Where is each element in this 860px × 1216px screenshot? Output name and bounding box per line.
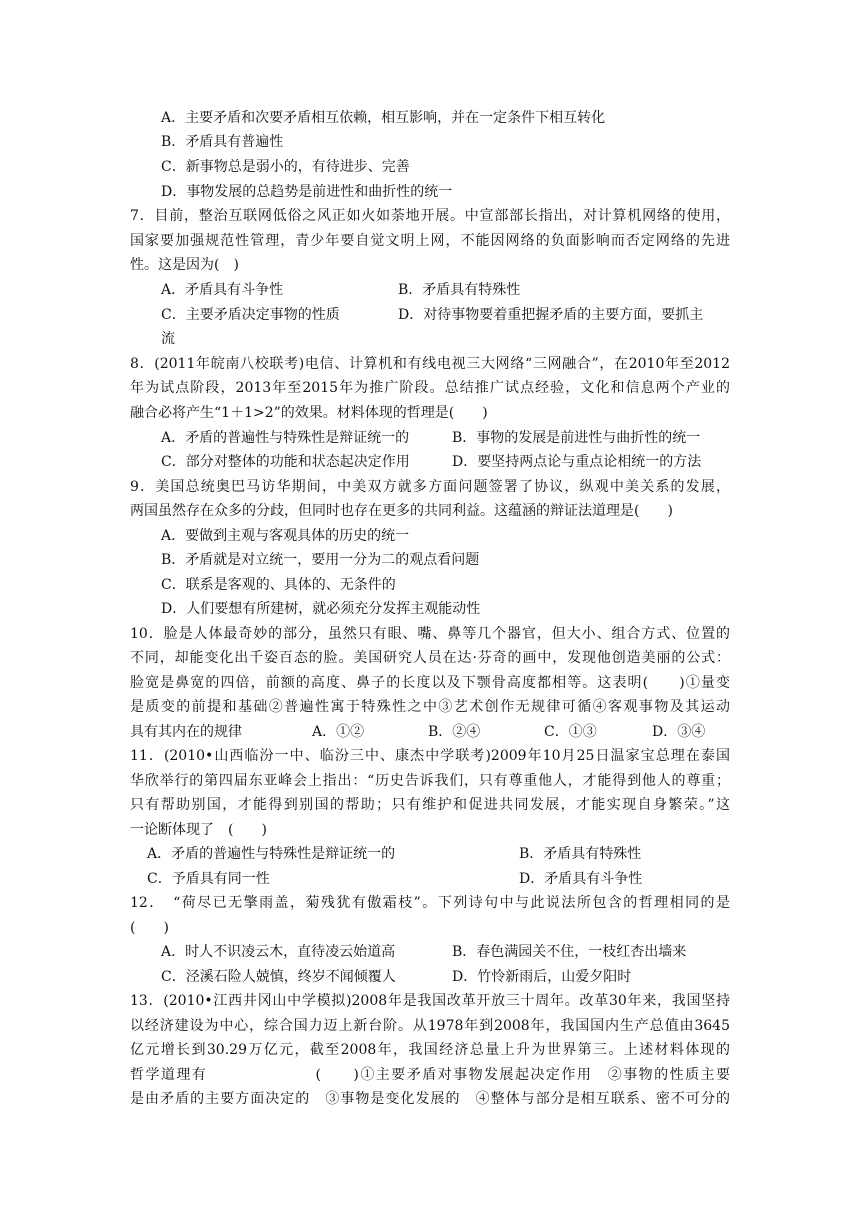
q8-option-a: A．矛盾的普遍性与特殊性是辩证统一的 <box>161 430 410 446</box>
q12-stem-line-2: ( ) <box>130 920 169 936</box>
q11-stem-line-1: 11．(2010•山西临汾一中、临汾三中、康杰中学联考)2009年10月25日温家宝总理在泰国 <box>130 748 730 764</box>
q11-option-b: B．矛盾具有特殊性 <box>519 846 642 862</box>
q12-option-a: A．时人不识凌云木，直待凌云始道高 <box>161 944 396 960</box>
q6-option-c: C．新事物总是弱小的，有待进步、完善 <box>161 159 410 175</box>
q11-option-c: C．予盾具有同一性 <box>147 871 270 887</box>
q13-stem-line-4: 哲学道理有 ( )①主要矛盾对事物发展起决定作用 ②事物的性质主要 <box>130 1067 730 1083</box>
q10-option-c: C．①③ <box>544 724 597 740</box>
q11-stem-line-4: 一论断体现了 ( ) <box>130 822 267 838</box>
q9-option-b: B．矛盾就是对立统一，要用一分为二的观点看问题 <box>161 552 480 568</box>
q6-option-d: D．事物发展的总趋势是前进性和曲折性的统一 <box>161 184 453 200</box>
q7-stem-line-3: 性。这是因为( ) <box>130 257 239 273</box>
q10-stem-line-3: 脸宽是鼻宽的四倍，前额的高度、鼻子的长度以及下颚骨高度都相等。这表明( )①量变 <box>130 675 730 691</box>
q12-stem-line-1: 12． “荷尽已无擎雨盖，菊残犹有傲霜枝”。下列诗句中与此说法所包含的哲理相同的是 <box>130 895 730 911</box>
q9-option-a: A．要做到主观与客观具体的历史的统一 <box>161 528 410 544</box>
q10-option-b: B．②④ <box>428 724 481 740</box>
q12-option-b: B．春色满园关不住，一枝红杏出墙来 <box>452 944 687 960</box>
q8-stem-line-2: 年为试点阶段，2013年至2015年为推广阶段。总结推广试点经验，文化和信息两个产业的 <box>130 380 730 396</box>
q7-option-a: A．矛盾具有斗争性 <box>161 282 284 298</box>
q11-stem-line-3: 只有帮助别国，才能得到别国的帮助；只有维护和促进共同发展，才能实现自身繁荣。”这 <box>130 797 730 813</box>
q13-stem-line-5: 是由矛盾的主要方面决定的 ③事物是变化发展的 ④整体与部分是相互联系、密不可分的 <box>130 1091 730 1107</box>
q11-stem-line-2: 华欣举行的第四届东亚峰会上指出：“历史告诉我们，只有尊重他人，才能得到他人的尊重； <box>130 773 730 789</box>
q9-option-c: C．联系是客观的、具体的、无条件的 <box>161 577 396 593</box>
q8-stem-line-3: 融合必将产生“1＋1>2”的效果。材料体现的哲理是( ) <box>130 405 488 421</box>
q9-stem-line-2: 两国虽然存在众多的分歧，但同时也存在更多的共同利益。这蕴涵的辩证法道理是( ) <box>130 503 673 519</box>
q7-option-d: D．对待事物要着重把握矛盾的主要方面，要抓主 <box>398 307 704 323</box>
q7-option-c: C．主要矛盾决定事物的性质 <box>161 307 340 323</box>
q7-stem-line-2: 国家要加强规范性管理，青少年要自觉文明上网，不能因网络的负面影响而否定网络的先进 <box>130 233 730 249</box>
q11-option-a: A．矛盾的普遍性与特殊性是辩证统一的 <box>147 846 396 862</box>
q10-stem-line-4: 是质变的前提和基础②普遍性寓于特殊性之中③艺术创作无规律可循④客观事物及其运动 <box>130 699 730 715</box>
q10-option-d: D．③④ <box>652 724 706 740</box>
q9-stem-line-1: 9．美国总统奥巴马访华期间，中美双方就多方面问题签署了协议，纵观中美关系的发展， <box>130 479 730 495</box>
q12-option-d: D．竹怜新雨后，山爱夕阳时 <box>452 969 632 985</box>
q13-stem-line-2: 以经济建设为中心，综合国力迈上新台阶。从1978年到2008年，我国国内生产总值由3645 <box>130 1018 730 1034</box>
q8-option-b: B．事物的发展是前进性与曲折性的统一 <box>452 430 701 446</box>
q13-stem-line-1: 13．(2010•江西井冈山中学模拟)2008年是我国改革开放三十周年。改革30年来，我国坚持 <box>130 993 730 1009</box>
q10-option-a: A．①② <box>312 724 365 740</box>
q8-option-d: D．要坚持两点论与重点论相统一的方法 <box>452 454 702 470</box>
q7-stem-line-1: 7．目前，整治互联网低俗之风正如火如荼地开展。中宣部部长指出，对计算机网络的使用， <box>130 208 730 224</box>
q11-option-d: D．矛盾具有斗争性 <box>519 871 643 887</box>
q8-option-c: C．部分对整体的功能和状态起决定作用 <box>161 454 410 470</box>
q9-option-d: D．人们要想有所建树，就必须充分发挥主观能动性 <box>161 601 481 617</box>
q6-option-a: A．主要矛盾和次要矛盾相互依赖，相互影响，并在一定条件下相互转化 <box>161 110 606 126</box>
q10-stem-line-5: 具有其内在的规律 <box>130 724 242 740</box>
q7-option-b: B．矛盾具有特殊性 <box>398 282 521 298</box>
q10-stem-line-1: 10．脸是人体最奇妙的部分，虽然只有眼、嘴、鼻等几个器官，但大小、组合方式、位置的 <box>130 626 730 642</box>
q6-option-b: B．矛盾具有普遍性 <box>161 134 284 150</box>
q13-stem-line-3: 亿元增长到30.29万亿元，截至2008年，我国经济总量上升为世界第三。上述材料体现的 <box>130 1042 730 1058</box>
q8-stem-line-1: 8．(2011年皖南八校联考)电信、计算机和有线电视三大网络“三网融合”，在2010年至2012 <box>130 356 730 372</box>
q10-stem-line-2: 不同，却能变化出千姿百态的脸。美国研究人员在达·芬奇的画中，发现他创造美丽的公式： <box>130 650 730 666</box>
q12-option-c: C．泾溪石险人兢慎，终岁不闻倾覆人 <box>161 969 396 985</box>
q7-option-d-cont: 流 <box>161 331 175 347</box>
